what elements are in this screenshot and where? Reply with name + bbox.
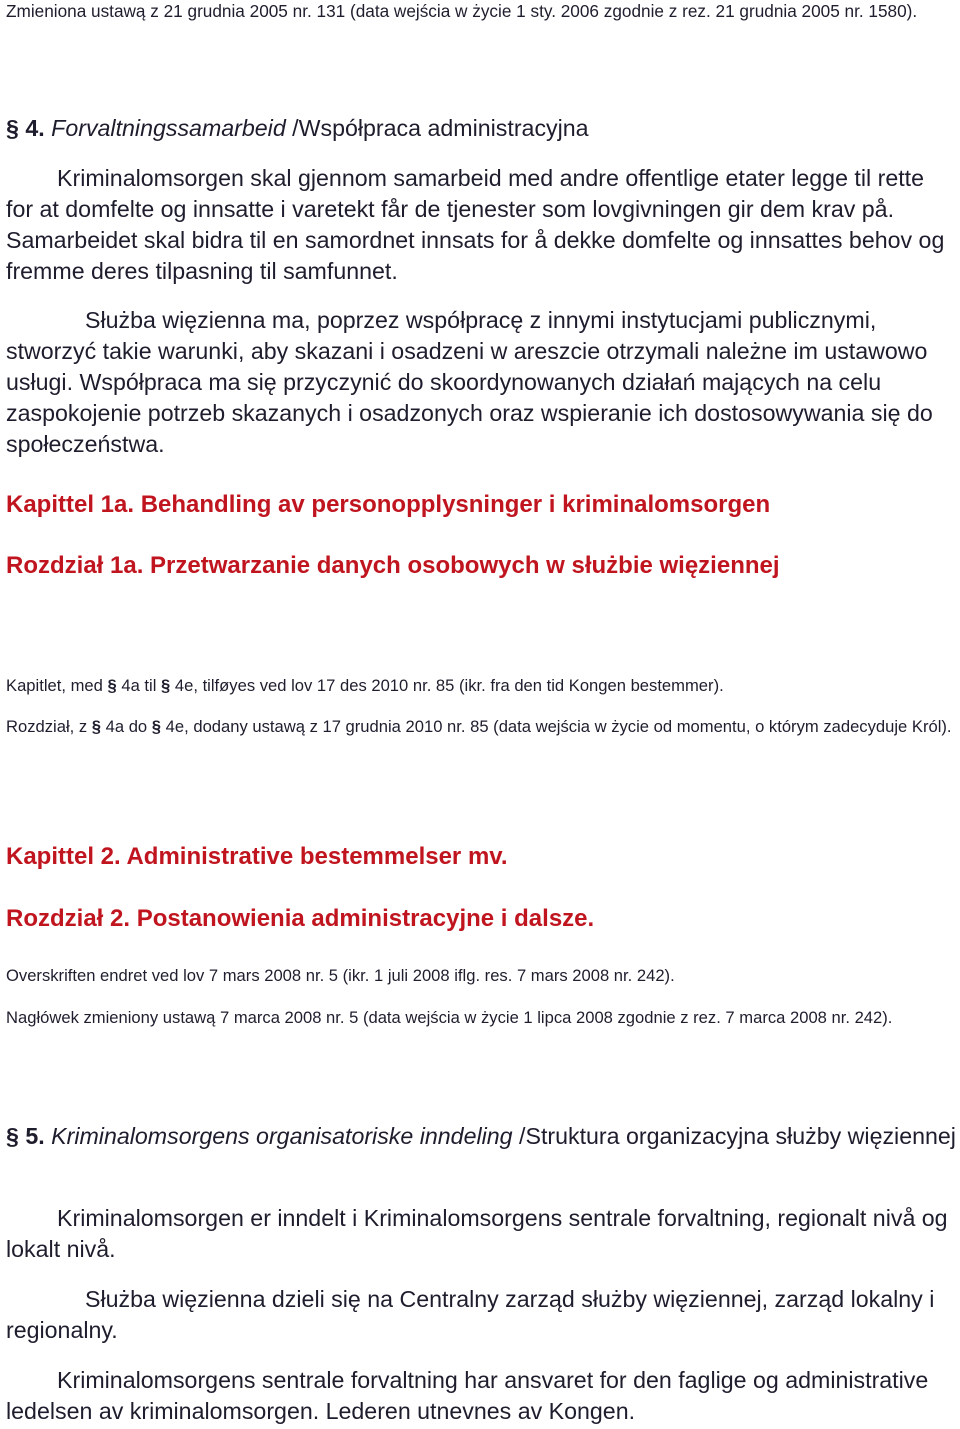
paragraph-sign: § xyxy=(151,717,162,736)
chapter-2-heading-polish: Rozdział 2. Postanowienia administracyjne i dalsze. xyxy=(6,905,595,932)
amendment-note: Zmieniona ustawą z 21 grudnia 2005 nr. 131 (data wejścia w życie 1 sty. 2006 zgodnie z rez. 21 grudnia 2005 nr. 1580). xyxy=(6,1,918,21)
note-text: 4e, tilføyes ved lov 17 des 2010 nr. 85 (ikr. fra den tid Kongen bestemmer). xyxy=(174,676,724,695)
chapter-2-heading-norwegian: Kapittel 2. Administrative bestemmelser mv. xyxy=(6,843,508,870)
section-title-norwegian: Forvaltningssamarbeid xyxy=(51,115,286,141)
section-4-title xyxy=(6,113,956,144)
section-4-text-norwegian: Kriminalomsorgen skal gjennom samarbeid med andre offentlige etater legge til rette for at domfelte og innsatte i varetekt får de tjenester som lovgivningen gir dem krav på. Samarbeidet skal bidra til en samordnet innsats for å dekke domfelte og innsattes behov og fremme deres tilpasning til samfunnet. xyxy=(6,165,945,284)
paragraph-sign: § xyxy=(91,717,102,736)
paragraph-sign: § xyxy=(6,1123,19,1149)
note-text: Rozdział, z xyxy=(6,717,88,736)
note-text: 4a do xyxy=(105,717,148,736)
section-4-text-polish: Służba więzienna ma, poprzez współpracę z innymi instytucjami publicznymi, stworzyć takie warunki, aby skazani i osadzeni w areszcie otrzymali należne im ustawowo usługi. Współpraca ma się przyczynić do skoordynowanych działań mających na celu zaspokojenie potrzeb skazanych i osadzonych oraz wspieranie ich dostosowywania się do społeczeństwa. xyxy=(6,307,933,457)
note-text: Kapitlet, med xyxy=(6,676,103,695)
chapter-2-note-polish: Nagłówek zmieniony ustawą 7 marca 2008 nr. 5 (data wejścia w życie 1 lipca 2008 zgodnie z rez. 7 marca 2008 nr. 242). xyxy=(6,1008,893,1027)
chapter-1a-note-norwegian xyxy=(6,675,956,697)
paragraph-sign: § xyxy=(6,115,19,141)
section-5-text-polish: Służba więzienna dzieli się na Centralny zarząd służby więziennej, zarząd lokalny i regionalny. xyxy=(6,1286,935,1343)
section-5-title xyxy=(6,1121,956,1152)
paragraph-sign: § xyxy=(161,676,171,695)
section-5-text-norwegian: Kriminalomsorgen er inndelt i Kriminalomsorgens sentrale forvaltning, regionalt nivå og lokalt nivå. xyxy=(6,1205,948,1262)
section-title-polish: /Współpraca administracyjna xyxy=(292,115,589,141)
chapter-1a-heading-polish: Rozdział 1a. Przetwarzanie danych osobowych w służbie więziennej xyxy=(6,552,780,579)
note-text: 4e, dodany ustawą z 17 grudnia 2010 nr. 85 (data wejścia w życie od momentu, o którym zadecyduje Król). xyxy=(165,717,952,736)
note-text: 4a til xyxy=(121,676,157,695)
chapter-1a-heading-norwegian: Kapittel 1a. Behandling av personopplysninger i kriminalomsorgen xyxy=(6,491,771,518)
section-title-polish: /Struktura organizacyjna służby więziennej xyxy=(519,1123,956,1149)
chapter-2-note-norwegian: Overskriften endret ved lov 7 mars 2008 nr. 5 (ikr. 1 juli 2008 iflg. res. 7 mars 2008 nr. 242). xyxy=(6,966,675,985)
paragraph-sign: § xyxy=(107,676,117,695)
section-5-text-norwegian-2: Kriminalomsorgens sentrale forvaltning har ansvaret for den faglige og administrative ledelsen av kriminalomsorgen. Lederen utnevnes av Kongen. xyxy=(6,1367,929,1424)
section-title-norwegian: Kriminalomsorgens organisatoriske inndeling xyxy=(51,1123,513,1149)
section-number: 4. xyxy=(25,115,45,141)
chapter-1a-note-polish xyxy=(6,716,956,738)
section-number: 5. xyxy=(25,1123,45,1149)
